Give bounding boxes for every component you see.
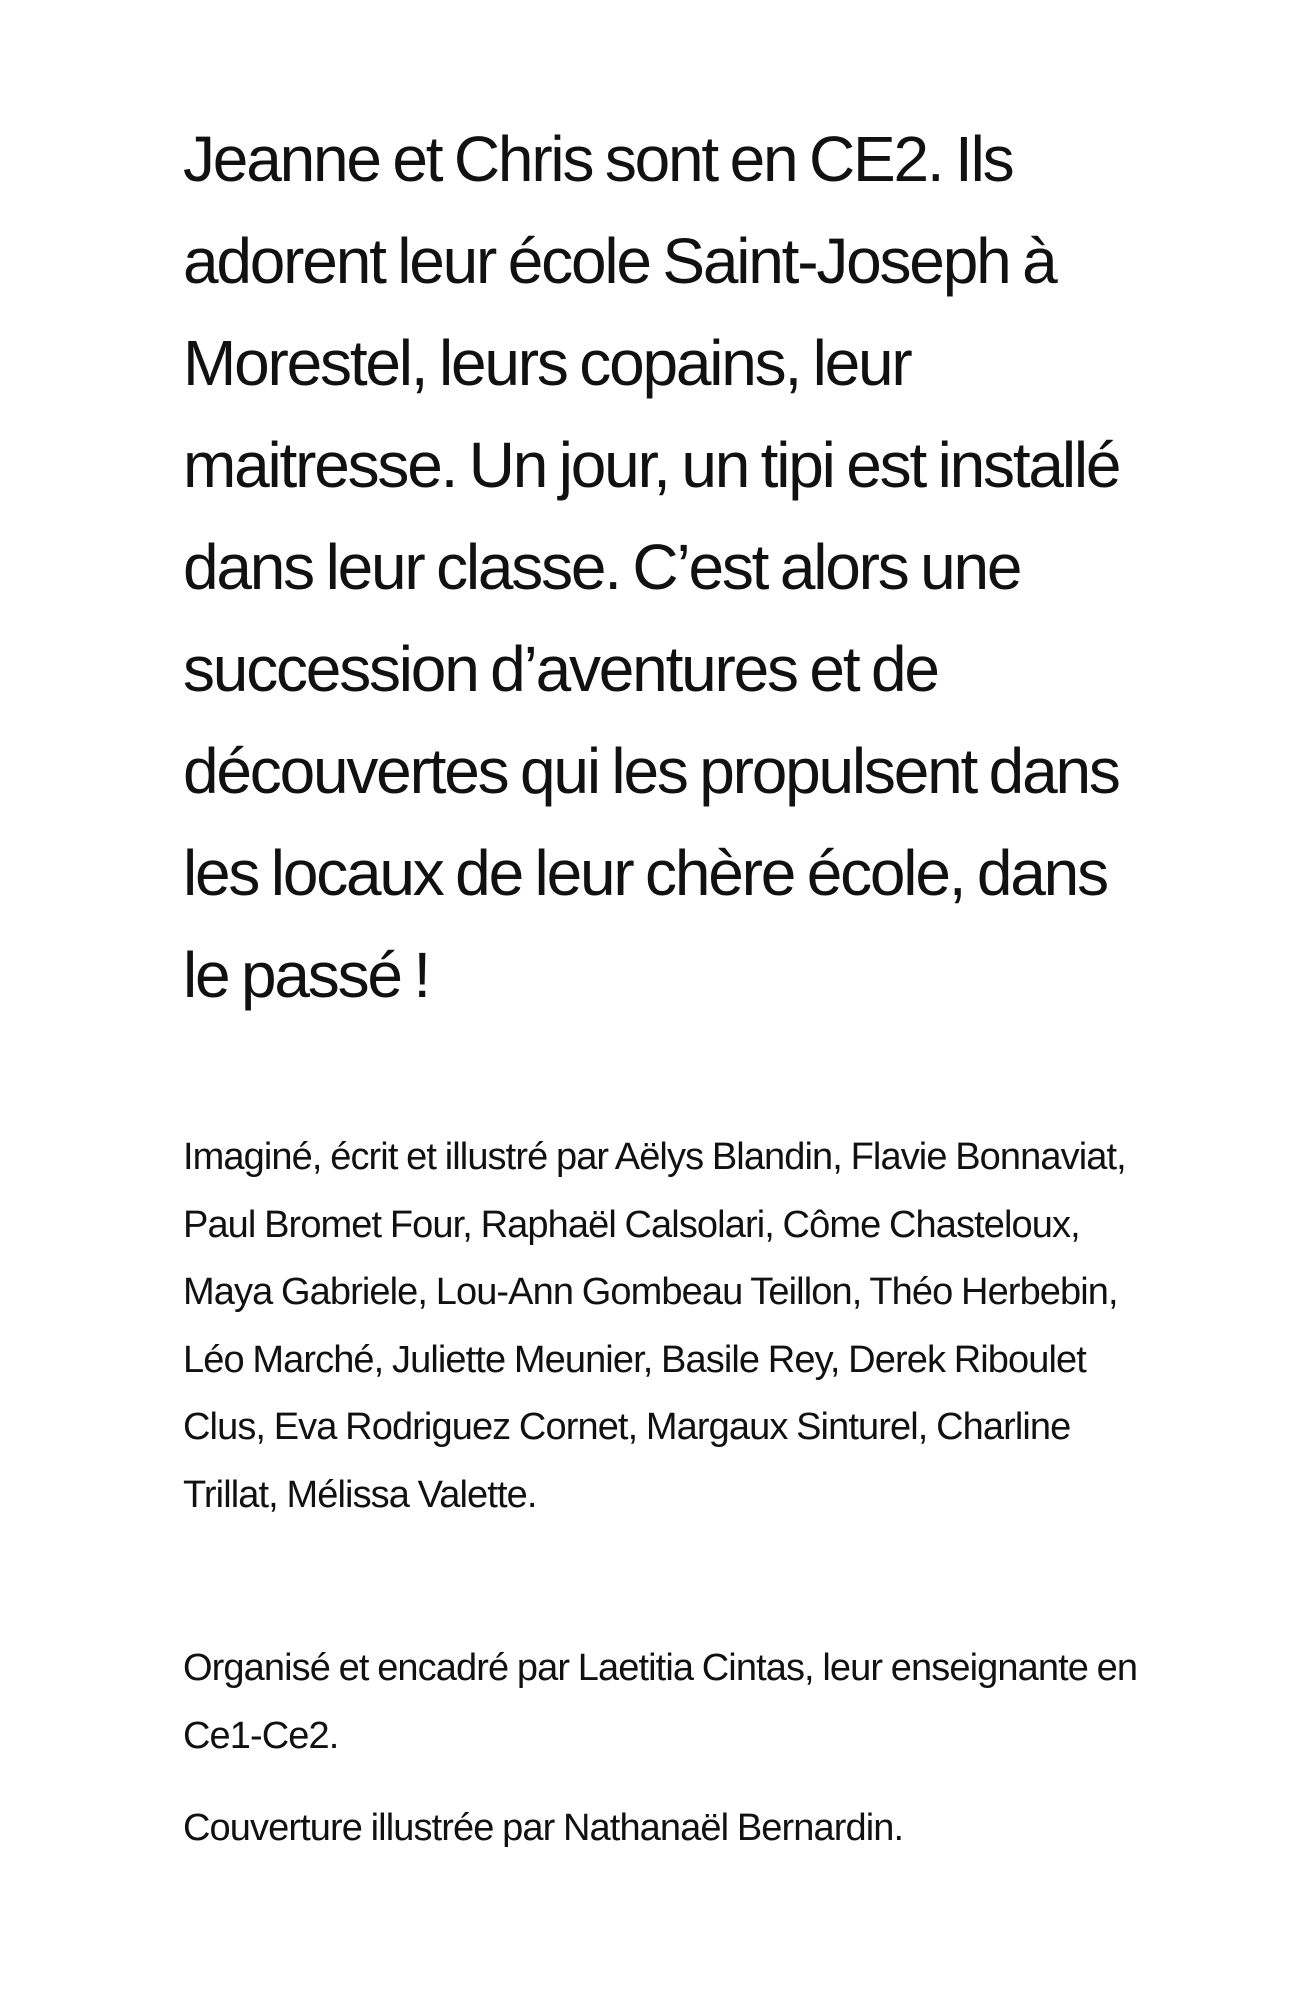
book-synopsis: Jeanne et Chris sont en CE2. Ils adorent leur école Saint-Joseph à Morestel, leurs copains, leur maitresse. Un jour, un tipi est installé dans leur classe. C’est alors une succession d’aventures et de découvertes qui les propulsent dans les locaux de leur chère école, dans le passé ! bbox=[183, 123, 1120, 1011]
cover-illustrator-text: Couverture illustrée par Nathanaël Bernardin. bbox=[183, 1807, 904, 1847]
cover-illustrator-credit bbox=[183, 1805, 1143, 1847]
authors-credit: Imaginé, écrit et illustré par Aëlys Blandin, Flavie Bonnaviat, Paul Bromet Four, Raphaël Calsolari, Côme Chasteloux, Maya Gabriele, Lou-Ann Gombeau Teillon, Théo Herbebin, Léo Marché, Juliette Meunier, Basile Rey, Derek Riboulet Clus, Eva Rodriguez Cornet, Margaux Sinturel, Charline Trillat, Mélissa Valette. bbox=[183, 1136, 1126, 1516]
organizer-credit: Organisé et encadré par Laetitia Cintas, leur enseignante en Ce1-Ce2. bbox=[183, 1647, 1138, 1757]
